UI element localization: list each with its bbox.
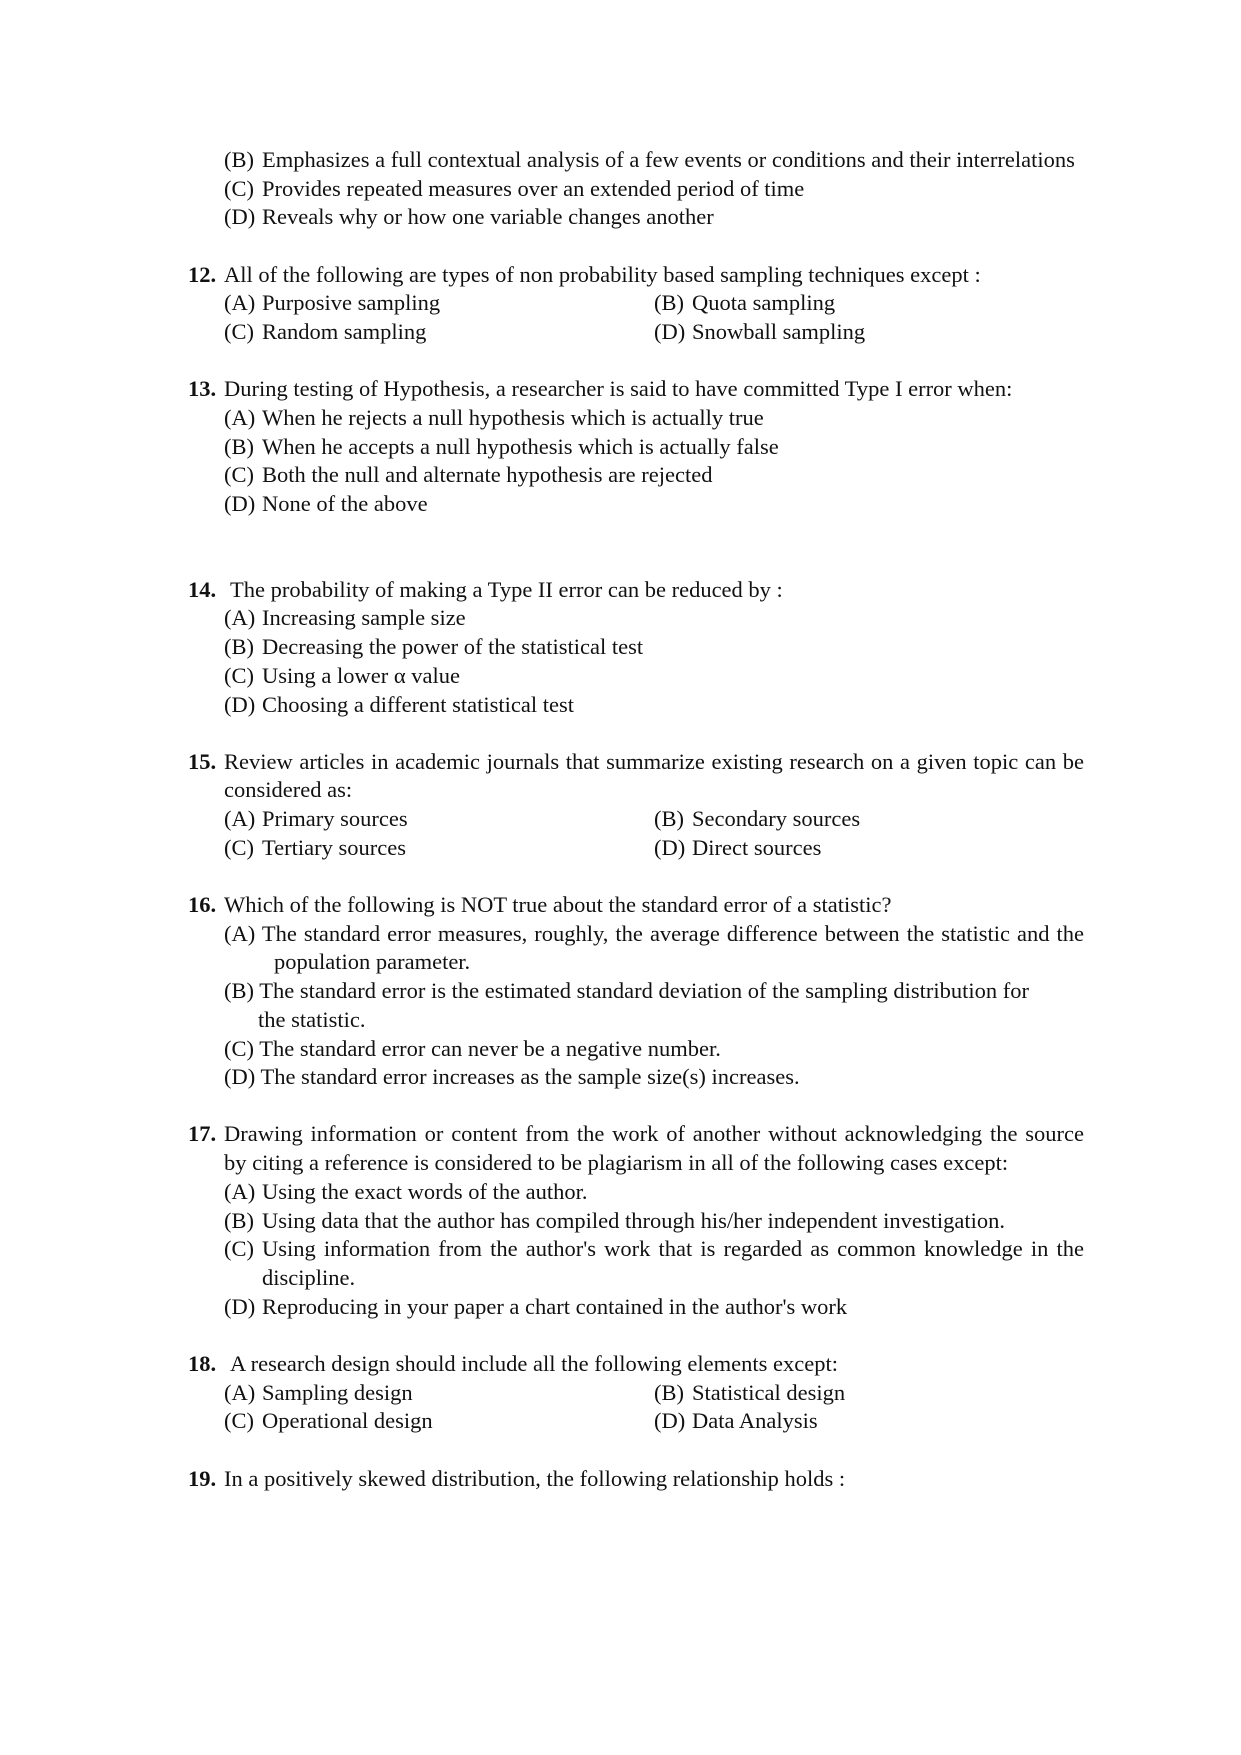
option-text: Using data that the author has compiled through his/her independent investigation. <box>262 1207 1005 1233</box>
option-label: (C) <box>224 1236 254 1262</box>
option-text: Secondary sources <box>692 806 861 832</box>
option-d <box>654 834 1084 863</box>
option-d <box>224 1063 1084 1092</box>
option-label: (B) <box>224 1207 254 1233</box>
question-text: Review articles in academic journals that summarize existing research on a given topic can be considered as: <box>224 748 1084 803</box>
question-19 <box>188 1465 1084 1494</box>
question-number: 18. <box>188 1350 217 1376</box>
options-row <box>224 805 1084 834</box>
question-stem <box>188 261 1084 290</box>
option-label: (D) <box>224 691 256 717</box>
option-text: Snowball sampling <box>692 319 866 345</box>
option-label: (C) <box>224 462 254 488</box>
option-b-continuation: the statistic. <box>258 1006 366 1032</box>
question-number: 12. <box>188 261 217 287</box>
question-12 <box>188 261 1084 347</box>
option-text: Using information from the author's work that is regarded as common knowledge in the discipline. <box>262 1236 1084 1290</box>
option-label: (B) <box>654 806 684 832</box>
question-text: During testing of Hypothesis, a researcher is said to have committed Type I error when: <box>224 376 1013 402</box>
options-list <box>224 404 1084 519</box>
options-row <box>224 318 1084 347</box>
option-text: The standard error can never be a negative number. <box>259 1035 721 1061</box>
option-text: Decreasing the power of the statistical test <box>262 634 644 660</box>
options-row <box>224 1379 1084 1408</box>
option-text: Reveals why or how one variable changes another <box>262 204 714 230</box>
question-16 <box>188 891 1084 1092</box>
options-row <box>224 1407 1084 1436</box>
option-label: (C) <box>224 1408 254 1434</box>
option-d <box>654 1407 1084 1436</box>
option-text: Provides repeated measures over an extended period of time <box>262 175 805 201</box>
options-list <box>224 604 1084 719</box>
option-text: Random sampling <box>262 319 427 345</box>
option-b <box>224 1207 1084 1236</box>
question-stem <box>188 576 1084 605</box>
option-label: (A) <box>224 1379 256 1405</box>
question-18 <box>188 1350 1084 1436</box>
option-a <box>224 404 1084 433</box>
question-text: Which of the following is NOT true about the standard error of a statistic? <box>224 892 892 918</box>
option-label: (D) <box>224 1293 256 1319</box>
options-row <box>224 834 1084 863</box>
option-label: (A) <box>224 404 256 430</box>
option-b <box>654 805 1084 834</box>
option-text: Tertiary sources <box>262 834 406 860</box>
option-c <box>224 461 1084 490</box>
option-b <box>654 289 1084 318</box>
option-a <box>224 920 1084 977</box>
option-text: Quota sampling <box>692 290 836 316</box>
option-label: (B) <box>654 290 684 316</box>
option-text: When he accepts a null hypothesis which is actually false <box>262 433 779 459</box>
option-label: (D) <box>654 319 686 345</box>
options-row <box>224 289 1084 318</box>
question-text: All of the following are types of non probability based sampling techniques except : <box>224 261 981 287</box>
option-text: Increasing sample size <box>262 605 466 631</box>
question-number: 17. <box>188 1121 217 1147</box>
options-list <box>224 1178 1084 1322</box>
option-label: (D) <box>654 834 686 860</box>
option-label: (C) <box>224 662 254 688</box>
question-text: The probability of making a Type II error can be reduced by : <box>230 576 783 602</box>
question-number: 16. <box>188 892 217 918</box>
option-label: (A) <box>224 605 256 631</box>
option-text: None of the above <box>262 491 428 517</box>
options-list <box>224 920 1084 1092</box>
option-label: (A) <box>224 290 256 316</box>
question-text: A research design should include all the following elements except: <box>230 1350 838 1376</box>
options-list <box>224 146 1084 232</box>
option-text: Sampling design <box>262 1379 413 1405</box>
option-label: (B) <box>654 1379 684 1405</box>
option-label: (B) <box>224 634 254 660</box>
option-d <box>224 490 1084 519</box>
question-stem <box>188 891 1084 920</box>
option-label: (D) <box>224 1064 256 1090</box>
option-a <box>224 604 1084 633</box>
question-number: 15. <box>188 748 217 774</box>
option-label: (A) <box>224 920 256 946</box>
question-stem <box>188 375 1084 404</box>
option-d <box>224 691 1084 720</box>
option-text: Using a lower α value <box>262 662 460 688</box>
question-text: In a positively skewed distribution, the following relationship holds : <box>224 1465 846 1491</box>
option-text: Using the exact words of the author. <box>262 1178 588 1204</box>
question-17 <box>188 1120 1084 1321</box>
option-text: Primary sources <box>262 806 408 832</box>
question-number: 14. <box>188 576 217 602</box>
option-c <box>224 1407 654 1436</box>
option-label: (B) <box>224 433 254 459</box>
question-stem <box>188 748 1084 805</box>
option-a <box>224 805 654 834</box>
option-text: Reproducing in your paper a chart contained in the author's work <box>262 1293 848 1319</box>
option-d <box>224 203 1084 232</box>
option-c <box>224 1035 1084 1064</box>
option-label: (A) <box>224 1178 256 1204</box>
question-number: 13. <box>188 376 217 402</box>
option-c <box>224 175 1084 204</box>
question-13 <box>188 375 1084 519</box>
option-b <box>224 146 1084 175</box>
option-label: (D) <box>654 1408 686 1434</box>
option-text: The standard error measures, roughly, the average difference between the statistic and the population parameter. <box>261 920 1084 975</box>
option-label: (C) <box>224 1035 254 1061</box>
option-text: Direct sources <box>692 834 822 860</box>
option-c <box>224 662 1084 691</box>
option-b <box>654 1379 1084 1408</box>
option-label: (B) <box>224 978 254 1004</box>
option-label: (C) <box>224 834 254 860</box>
option-b <box>224 433 1084 462</box>
option-text: Operational design <box>262 1408 433 1434</box>
options-list <box>224 289 1084 346</box>
question-14 <box>188 576 1084 720</box>
option-label: (C) <box>224 319 254 345</box>
question-11-continued <box>188 146 1084 232</box>
option-text: Choosing a different statistical test <box>262 691 575 717</box>
option-a <box>224 1379 654 1408</box>
option-b <box>224 633 1084 662</box>
option-c <box>224 834 654 863</box>
option-c <box>224 318 654 347</box>
options-list <box>224 805 1084 862</box>
option-text: When he rejects a null hypothesis which is actually true <box>262 404 764 430</box>
option-a <box>224 289 654 318</box>
option-text: Emphasizes a full contextual analysis of a few events or conditions and their interrelations <box>262 147 1075 172</box>
option-label: (C) <box>224 175 254 201</box>
question-stem <box>188 1465 1084 1494</box>
option-c <box>224 1235 1084 1292</box>
question-15 <box>188 748 1084 863</box>
option-text: Data Analysis <box>692 1408 818 1434</box>
option-label: (B) <box>224 147 254 172</box>
option-a <box>224 1178 1084 1207</box>
options-list <box>224 1379 1084 1436</box>
question-text: Drawing information or content from the work of another without acknowledging the source by citing a reference is considered to be plagiarism in all of the following cases except: <box>224 1121 1084 1176</box>
option-label: (D) <box>224 204 256 230</box>
option-d <box>224 1293 1084 1322</box>
option-text: The standard error increases as the sample size(s) increases. <box>260 1064 800 1090</box>
question-number: 19. <box>188 1465 217 1491</box>
option-label: (A) <box>224 806 256 832</box>
option-b <box>224 977 1084 1006</box>
option-text: The standard error is the estimated standard deviation of the sampling distribution for <box>259 978 1030 1004</box>
question-stem <box>188 1120 1084 1177</box>
option-text: Purposive sampling <box>262 290 441 316</box>
option-text: Statistical design <box>692 1379 846 1405</box>
option-text: Both the null and alternate hypothesis are rejected <box>262 462 713 488</box>
option-d <box>654 318 1084 347</box>
question-stem <box>188 1350 1084 1379</box>
option-label: (D) <box>224 491 256 517</box>
